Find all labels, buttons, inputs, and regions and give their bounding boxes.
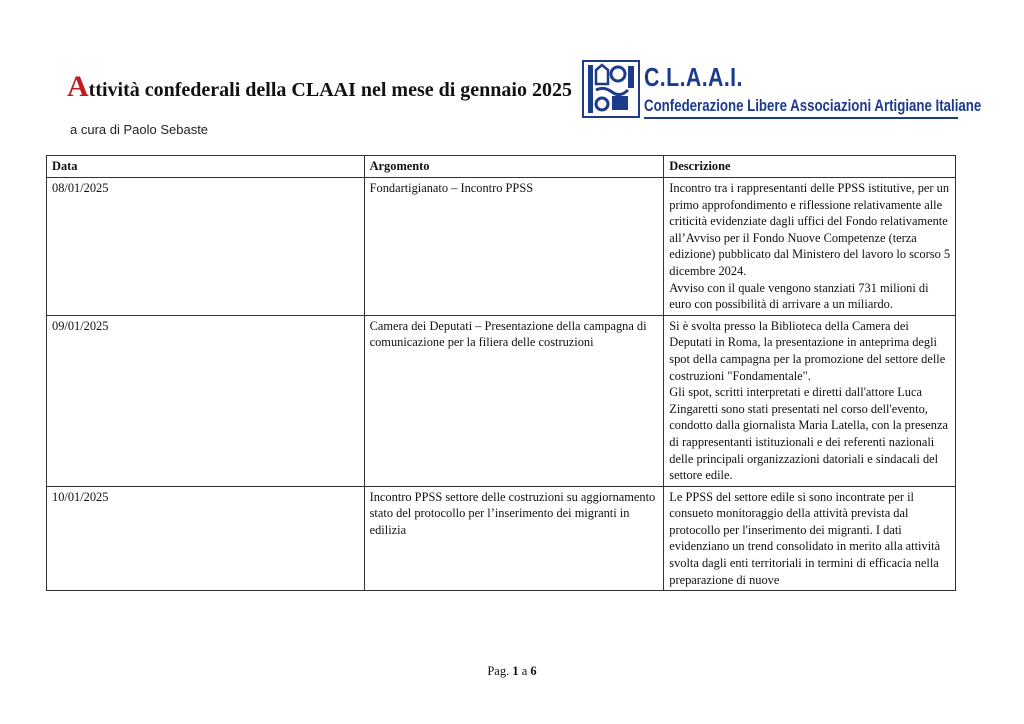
row-topic: Fondartigianato – Incontro PPSS <box>364 178 664 316</box>
logo-full-name: Confederazione Libere Associazioni Artigiane Italiane <box>644 96 982 115</box>
description-paragraph: Si è svolta presso la Biblioteca della Camera dei Deputati in Roma, la presentazione in anteprima degli spot della campagna per la promozione del settore delle costruzioni "Fondamentale". <box>669 318 946 383</box>
header-topic: Argomento <box>364 156 664 178</box>
row-description <box>664 315 956 486</box>
claai-emblem-icon <box>582 60 640 118</box>
row-topic: Incontro PPSS settore delle costruzioni su aggiornamento stato del protocollo per l’inserimento dei migranti in edilizia <box>364 486 664 591</box>
title-text: ttività confederali della CLAAI nel mese di gennaio 2025 <box>88 79 572 101</box>
row-date: 09/01/2025 <box>47 315 365 486</box>
description-paragraph: Gli spot, scritti interpretati e diretti dall'attore Luca Zingaretti sono stati presentati nel corso dell'evento, condotto dalla giornalista Maria Latella, con la presenza di rappresentanti istituzionali e dei referenti nazionali delle principali organizzazioni datoriali e sindacali del settore edile. <box>669 385 948 483</box>
current-page-number: 1 <box>512 664 519 678</box>
total-pages-number: 6 <box>530 664 537 678</box>
page-separator: a <box>521 664 528 678</box>
row-description <box>664 178 956 316</box>
description-paragraph: Incontro tra i rappresentanti delle PPSS istitutive, per un primo approfondimento e riflessione relativamente alle criticità evidenziate dagli uffici del Fondo relativamente all’Avviso per il Fondo Nuove Competenze (terza edizione) pubblicato dal Ministero del lavoro lo scorso 5 dicembre 2024. <box>669 181 951 278</box>
author-line: a cura di Paolo Sebaste <box>70 122 209 137</box>
page-footer <box>0 664 1024 679</box>
table-row <box>47 486 956 591</box>
title-initial: A <box>67 70 89 103</box>
claai-logo <box>582 60 982 120</box>
page-title <box>67 72 572 102</box>
table-header-row <box>47 156 956 178</box>
row-description <box>664 486 956 591</box>
description-paragraph: Le PPSS del settore edile si sono incontrate per il consueto monitoraggio della attività prevista dal protocollo per l'inserimento dei migranti. I dati evidenziano un trend consolidato in merito alla attività svolta dagli enti territoriali in termini di efficacia nella preparazione di nuove <box>669 489 941 587</box>
logo-acronym: C.L.A.A.I. <box>644 62 743 92</box>
header-description: Descrizione <box>664 156 956 178</box>
activities-table <box>46 155 956 591</box>
row-date: 10/01/2025 <box>47 486 365 591</box>
row-date: 08/01/2025 <box>47 178 365 316</box>
page-label: Pag. <box>487 664 510 678</box>
logo-underline <box>644 117 958 119</box>
description-paragraph: Avviso con il quale vengono stanziati 731 milioni di euro con possibilità di arrivare a un miliardo. <box>669 280 929 312</box>
table-row <box>47 178 956 316</box>
header-date: Data <box>47 156 365 178</box>
row-topic: Camera dei Deputati – Presentazione della campagna di comunicazione per la filiera delle costruzioni <box>364 315 664 486</box>
table-row <box>47 315 956 486</box>
